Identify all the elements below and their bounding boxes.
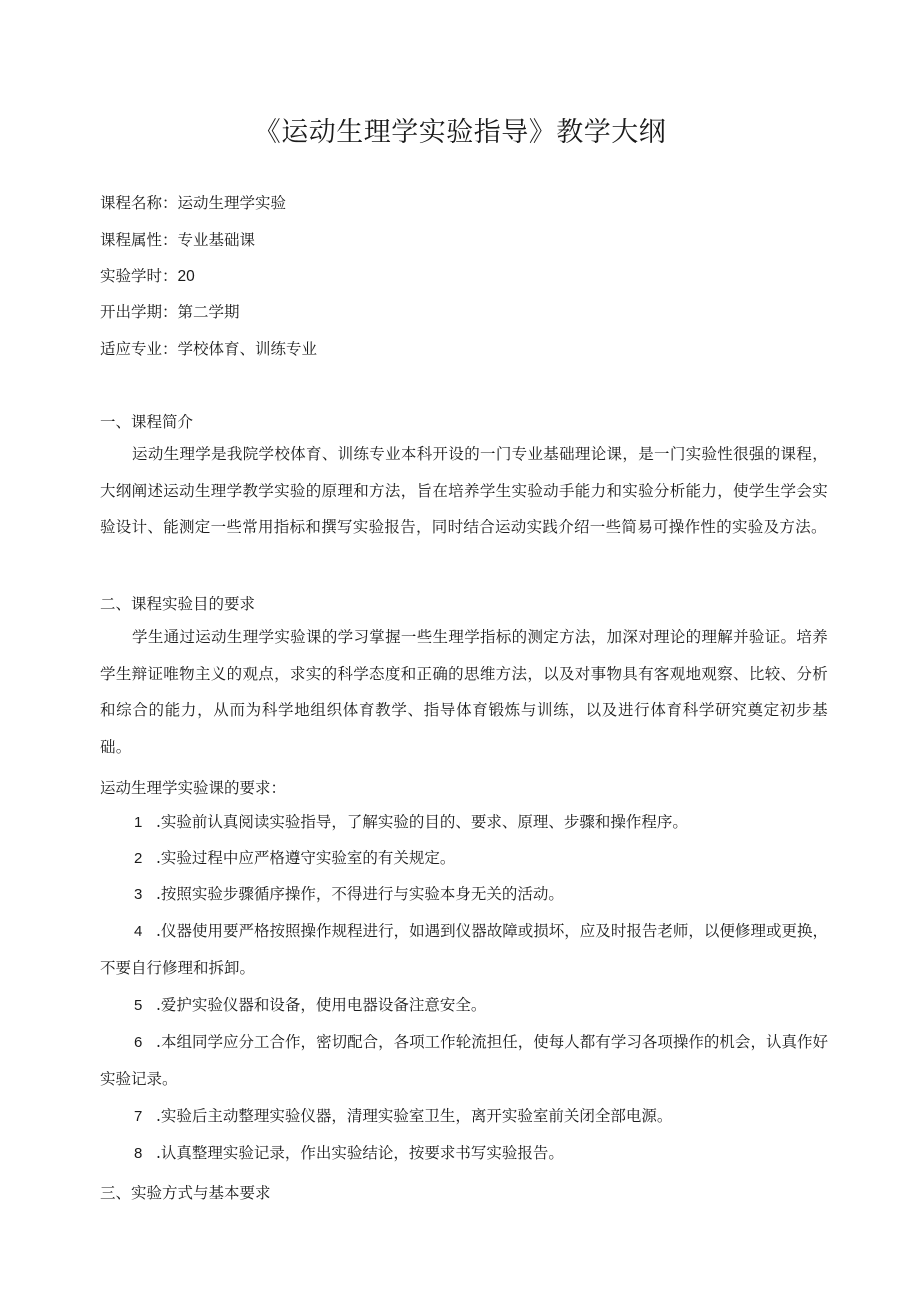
item-text: .本组同学应分工合作，密切配合，各项工作轮流担任，使每人都有学习各项操作的机会，认真作好实验记录。 <box>100 1033 828 1088</box>
requirement-item <box>100 913 828 986</box>
item-number: 2 <box>134 850 143 867</box>
section-heading-methods: 三、实验方式与基本要求 <box>100 1184 271 1202</box>
requirement-item <box>100 804 828 841</box>
requirement-item <box>100 840 828 877</box>
info-value: 学校体育、训练专业 <box>177 340 318 358</box>
requirement-item <box>100 1024 828 1097</box>
info-label: 课程属性： <box>100 231 178 249</box>
requirement-item <box>100 1098 828 1135</box>
item-number: 1 <box>134 814 143 831</box>
info-label: 开出学期： <box>100 303 178 321</box>
item-number: 3 <box>134 886 143 903</box>
info-value: 专业基础课 <box>177 231 256 249</box>
item-text: .实验前认真阅读实验指导，了解实验的目的、要求、原理、步骤和操作程序。 <box>156 813 688 831</box>
requirement-item <box>100 987 828 1024</box>
item-text: .实验后主动整理实验仪器，清理实验室卫生，离开实验室前关闭全部电源。 <box>156 1107 673 1125</box>
section-heading-objectives: 二、课程实验目的要求 <box>100 595 256 613</box>
section-body-intro: 运动生理学是我院学校体育、训练专业本科开设的一门专业基础理论课，是一门实验性很强的课程，大纲阐述运动生理学教学实验的原理和方法，旨在培养学生实验动手能力和实验分析能力，使学生学会实验设计、能测定一些常用指标和撰写实验报告，同时结合运动实践介绍一些简易可操作性的实验及方法。 <box>100 445 828 536</box>
item-text: .按照实验步骤循序操作，不得进行与实验本身无关的活动。 <box>156 885 564 903</box>
requirements-heading: 运动生理学实验课的要求： <box>100 779 287 797</box>
course-info-major <box>100 336 830 362</box>
section-heading-intro: 一、课程简介 <box>100 413 194 431</box>
course-info-attribute <box>100 227 830 253</box>
item-number: 4 <box>134 923 143 940</box>
requirement-item <box>100 876 828 913</box>
info-value: 第二学期 <box>177 303 240 321</box>
info-label: 适应专业： <box>100 340 178 358</box>
info-value: 运动生理学实验 <box>177 194 287 212</box>
course-info-semester <box>100 299 830 325</box>
item-text: .爱护实验仪器和设备，使用电器设备注意安全。 <box>156 996 487 1014</box>
info-label: 课程名称： <box>100 194 178 212</box>
course-info-name <box>100 190 830 216</box>
requirement-item <box>100 1135 828 1172</box>
item-text: .仪器使用要严格按照操作规程进行，如遇到仪器故障或损坏，应及时报告老师，以便修理或更换，不要自行修理和拆卸。 <box>100 922 828 977</box>
document-title: 《运动生理学实验指导》教学大纲 <box>253 117 667 148</box>
item-number: 7 <box>134 1108 143 1125</box>
section-body-objectives: 学生通过运动生理学实验课的学习掌握一些生理学指标的测定方法，加深对理论的理解并验证。培养学生辩证唯物主义的观点，求实的科学态度和正确的思维方法，以及对事物具有客观地观察、比较、分析和综合的能力，从而为科学地组织体育教学、指导体育锻炼与训练，以及进行体育科学研究奠定初步基础。 <box>100 628 828 756</box>
info-label: 实验学时： <box>100 267 178 285</box>
item-text: .实验过程中应严格遵守实验室的有关规定。 <box>156 849 456 867</box>
info-value: 20 <box>177 268 195 285</box>
course-info-hours <box>100 263 830 290</box>
item-text: .认真整理实验记录，作出实验结论，按要求书写实验报告。 <box>156 1144 564 1162</box>
item-number: 5 <box>134 997 143 1014</box>
item-number: 6 <box>134 1034 143 1051</box>
item-number: 8 <box>134 1145 143 1162</box>
